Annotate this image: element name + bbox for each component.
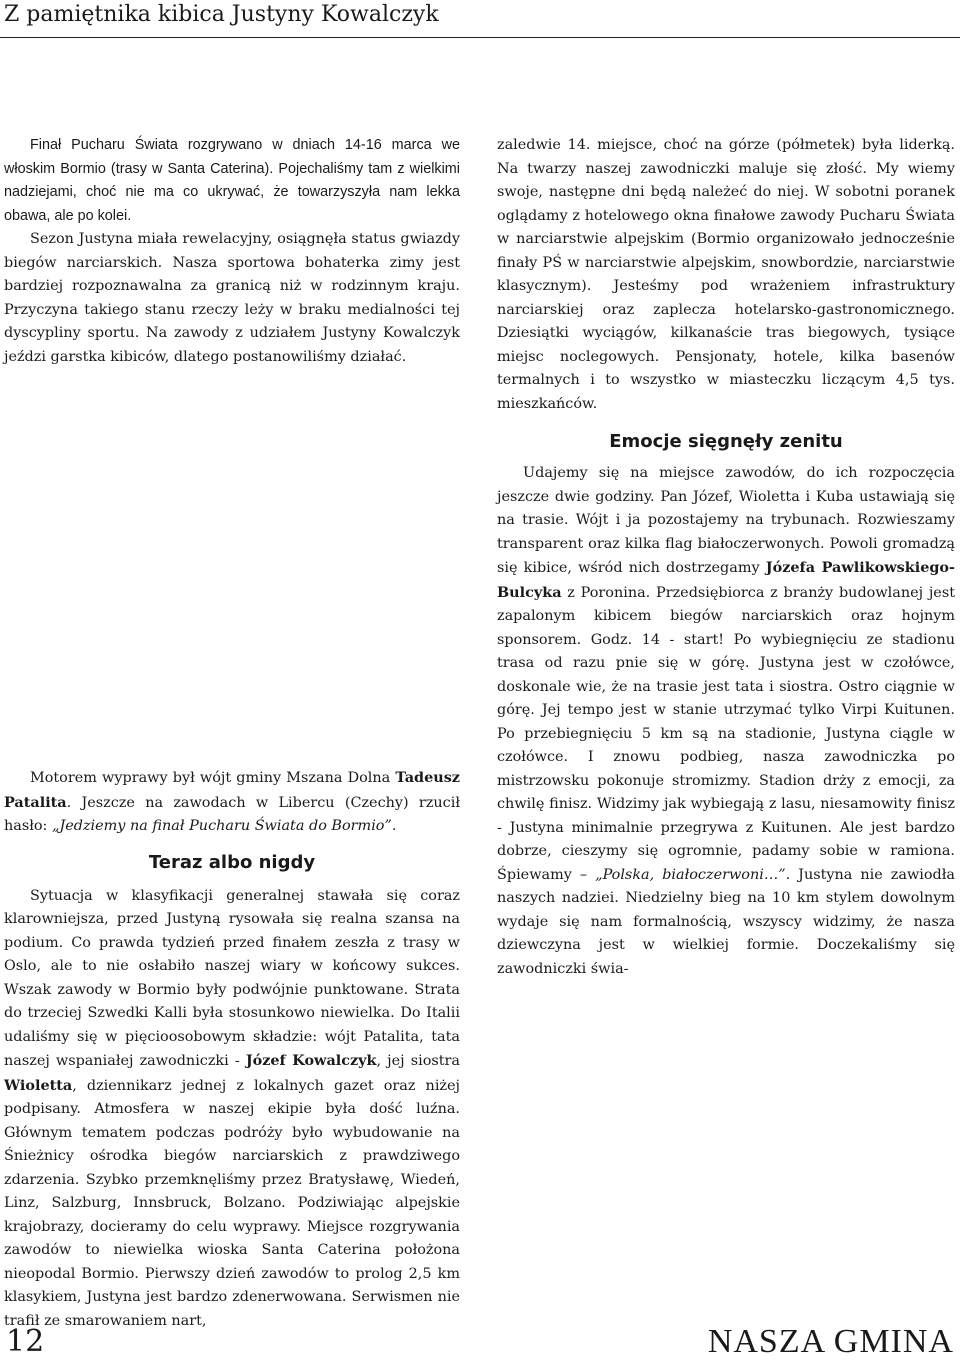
quote: „Polska, białoczerwoni…” [595, 866, 786, 883]
paragraph: Motorem wyprawy był wójt gminy Mszana Dolna Tadeusz Patalita. Jeszcze na zawodach w Libercu (Czechy) rzucił hasło: „Jedziemy na finał Pucharu Świata do Bormio”. [4, 769, 460, 834]
paragraph: zaledwie 14. miejsce, choć na górze (półmetek) była liderką. Na twarzy naszej zawodniczki maluje się złość. My wiemy swoje, następne dni będą należeć do niej. W sobotni poranek oglądamy z hotelowego okna finałowe zawody Pucharu Świata w narciarstwie alpejskim (Bormio organizowało jednocześnie finały PŚ w narciarstwie alpejskim, snowbordzie, narciarstwie klasycznym). Jesteśmy pod wrażeniem infrastruktury narciarskiej oraz zaplecza hotelarsko-gastronomicznego. Dziesiątki wyciągów, kilkanaście tras biegowych, tysiące miejsc noclegowych. Pensjonaty, hotele, kilka basenów termalnych i to wszystko w miasteczku liczącym 4,5 tys. mieszkańców. [497, 137, 955, 412]
left-column [4, 134, 460, 369]
section-heading: Teraz albo nigdy [148, 851, 316, 873]
lead-paragraph: Finał Pucharu Świata rozgrywano w dniach 14-16 marca we włoskim Bormio (trasy w Santa Caterina). Pojechaliśmy tam z wielkimi nadziejami, choć nie ma co ukrywać, że towarzyszyła nam lekka obawa, ale po kolei. [4, 137, 460, 224]
magazine-name: NASZA GMINA [707, 1323, 954, 1360]
header-title: Z pamiętnika kibica Justyny Kowalczyk [4, 2, 439, 27]
page-number: 12 [6, 1324, 45, 1359]
running-header [0, 0, 960, 38]
left-column-lower [4, 766, 460, 1333]
paragraph: Sytuacja w klasyfikacji generalnej stawała się coraz klarowniejsza, przed Justyną rysowała się realna szansa na podium. Co prawda tydzień przed finałem zeszła z trasy w Oslo, ale to nie osłabiło naszej wiary w końcowy sukces. Wszak zawody w Bormio były podwójnie punktowane. Strata do trzeciej Szwedki Kalli była stosunkowo niewielka. Do Italii udaliśmy się w pięcioosobowym składzie: wójt Patalita, tata naszej wspaniałej zawodniczki - Józef Kowalczyk, jej siostra Wioletta, dziennikarz jednej z lokalnych gazet oraz niżej podpisany. Atmosfera w naszej ekipie była dość luźna. Głównym tematem podczas podróży było wybudowanie na Śnieżnicy ośrodka biegów narciarskich z prawdziwego zdarzenia. Szybko przemknęliśmy przez Bratysławę, Wiedeń, Linz, Salzburg, Innsbruck, Bolzano. Podziwiając alpejskie krajobrazy, docieramy do celu wyprawy. Miejsce rozgrywania zawodów to niewielka wioska Santa Caterina położona nieopodal Bormio. Pierwszy dzień zawodów to prolog 2,5 km klasykiem, Justyna jest bardzo zdenerwowana. Serwismen nie trafił ze smarowaniem nart, [4, 887, 460, 1329]
paragraph: Udajemy się na miejsce zawodów, do ich rozpoczęcia jeszcze dwie godziny. Pan Józef, Wioletta i Kuba ustawiają się na trasie. Wójt i ja pozostajemy na trybunach. Rozwieszamy transparent oraz kilka flag białoczerwonych. Powoli gromadzą się kibice, wśród nich dostrzegamy Józefa Pawlikowskiego-Bulcyka z Poronina. Przedsiębiorca z branży budowlanej jest zapalonym kibicem biegów narciarskich oraz hojnym sponsorem. Godz. 14 - start! Po wybiegnięciu ze stadionu trasa od razu pnie się w górę. Justyna jest w czołówce, doskonale wie, że na trasie jest tata i siostra. Ostro ciągnie w górę. Jej tempo jest w stanie utrzymać tylko Virpi Kuitunen. Po przebiegnięciu 5 km są na stadionie, Justyna ciągle w czołówce. I znowu podbieg, nasza zawodniczka po mistrzowsku pokonuje stromizmy. Stadion drży z emocji, za chwilę finisz. Widzimy jak wybiegają z lasu, niesamowity finisz - Justyna minimalnie przegrywa z Kuitunen. Ale jest bardzo dobrze, cieszymy się ogromnie, padamy sobie w ramiona. Śpiewamy – „Polska, białoczerwoni…”. Justyna nie zawiodła naszych nadziei. Niedzielny bieg na 10 km stylem dowolnym wydaje się nam formalnością, wszyscy widzimy, że nasza dziewczyna jest w wielkiej formie. Doczekaliśmy się zawodniczki świa- [497, 465, 955, 977]
name-highlight: Wioletta [4, 1076, 73, 1094]
section-heading: Emocje sięgnęły zenitu [609, 431, 843, 452]
quote: „Jedziemy na finał Pucharu Świata do Bormio” [52, 818, 392, 834]
name-highlight: Tadeusz Patalita [4, 769, 460, 811]
right-column [497, 134, 955, 981]
paragraph: Sezon Justyna miała rewelacyjny, osiągnęła status gwiazdy biegów narciarskich. Nasza sportowa bohaterka zimy jest bardziej rozpoznawalna za granicą niż w rodzinnym kraju. Przyczyna takiego stanu rzeczy leży w braku medialności tej dyscypliny sportu. Na zawody z udziałem Justyny Kowalczyk jeździ garstka kibiców, dlatego postanowiliśmy działać. [4, 231, 460, 365]
name-highlight: Józef Kowalczyk [245, 1052, 377, 1069]
name-highlight: Józefa Pawlikowskiego-Bulcyka [497, 559, 955, 601]
